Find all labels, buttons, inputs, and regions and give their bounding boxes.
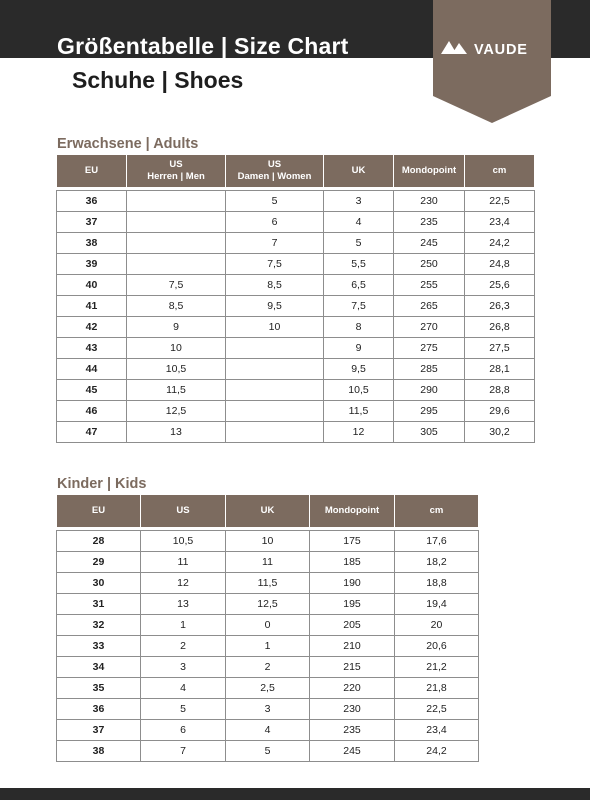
size-cell: 19,4 <box>395 594 479 615</box>
table-row <box>57 699 479 720</box>
size-cell: 8,5 <box>226 275 324 296</box>
brand-badge <box>433 0 551 123</box>
size-cell <box>226 338 324 359</box>
table-row <box>57 338 535 359</box>
mountain-icon <box>441 40 467 59</box>
size-cell <box>226 359 324 380</box>
size-cell: 9 <box>324 338 394 359</box>
eu-size-cell: 33 <box>57 636 141 657</box>
size-cell: 21,2 <box>395 657 479 678</box>
size-cell: 30,2 <box>465 422 535 443</box>
size-cell: 7 <box>226 233 324 254</box>
size-cell: 12,5 <box>127 401 226 422</box>
eu-size-cell: 30 <box>57 573 141 594</box>
size-cell: 10 <box>226 317 324 338</box>
size-cell: 4 <box>226 720 310 741</box>
eu-size-cell: 38 <box>57 233 127 254</box>
size-cell: 5 <box>141 699 226 720</box>
size-cell: 10,5 <box>324 380 394 401</box>
size-cell: 250 <box>394 254 465 275</box>
eu-size-cell: 42 <box>57 317 127 338</box>
size-cell <box>127 212 226 233</box>
size-cell: 3 <box>141 657 226 678</box>
size-cell: 295 <box>394 401 465 422</box>
size-cell: 2 <box>141 636 226 657</box>
size-cell: 3 <box>324 191 394 212</box>
size-cell: 5 <box>324 233 394 254</box>
table-row <box>57 615 479 636</box>
adults-column-header: cm <box>465 155 535 188</box>
size-cell: 4 <box>324 212 394 233</box>
vaude-logo <box>441 40 528 59</box>
table-row <box>57 422 535 443</box>
table-row <box>57 212 535 233</box>
size-cell: 275 <box>394 338 465 359</box>
size-cell: 13 <box>141 594 226 615</box>
table-row <box>57 531 479 552</box>
page-subtitle: Schuhe | Shoes <box>72 67 244 93</box>
size-cell: 20 <box>395 615 479 636</box>
table-row <box>57 233 535 254</box>
size-cell: 265 <box>394 296 465 317</box>
eu-size-cell: 45 <box>57 380 127 401</box>
size-cell: 5,5 <box>324 254 394 275</box>
size-cell: 215 <box>310 657 395 678</box>
size-cell: 18,8 <box>395 573 479 594</box>
size-cell: 255 <box>394 275 465 296</box>
eu-size-cell: 35 <box>57 678 141 699</box>
eu-size-cell: 40 <box>57 275 127 296</box>
size-cell: 4 <box>141 678 226 699</box>
bottom-bar <box>0 788 590 800</box>
size-cell: 190 <box>310 573 395 594</box>
size-cell: 24,2 <box>465 233 535 254</box>
size-cell: 11,5 <box>324 401 394 422</box>
table-row <box>57 594 479 615</box>
adults-column-header: US Damen | Women <box>226 155 324 188</box>
size-cell: 11 <box>141 552 226 573</box>
size-cell: 2,5 <box>226 678 310 699</box>
size-cell <box>127 233 226 254</box>
eu-size-cell: 43 <box>57 338 127 359</box>
size-cell: 175 <box>310 531 395 552</box>
size-cell: 195 <box>310 594 395 615</box>
size-cell: 26,3 <box>465 296 535 317</box>
size-cell: 18,2 <box>395 552 479 573</box>
table-row <box>57 741 479 762</box>
adults-column-header: EU <box>57 155 127 188</box>
table-row <box>57 317 535 338</box>
size-cell: 21,8 <box>395 678 479 699</box>
size-cell: 8 <box>324 317 394 338</box>
size-cell: 28,1 <box>465 359 535 380</box>
table-row <box>57 573 479 594</box>
eu-size-cell: 37 <box>57 212 127 233</box>
size-cell: 11,5 <box>127 380 226 401</box>
size-cell: 245 <box>310 741 395 762</box>
eu-size-cell: 38 <box>57 741 141 762</box>
size-cell: 5 <box>226 741 310 762</box>
size-cell: 230 <box>394 191 465 212</box>
size-cell: 0 <box>226 615 310 636</box>
size-cell: 6 <box>226 212 324 233</box>
table-row <box>57 275 535 296</box>
size-cell: 25,6 <box>465 275 535 296</box>
size-cell: 305 <box>394 422 465 443</box>
size-cell: 10 <box>127 338 226 359</box>
size-cell: 26,8 <box>465 317 535 338</box>
size-cell: 235 <box>394 212 465 233</box>
size-cell: 9,5 <box>226 296 324 317</box>
size-cell: 20,6 <box>395 636 479 657</box>
eu-size-cell: 34 <box>57 657 141 678</box>
size-cell: 12 <box>324 422 394 443</box>
size-cell <box>127 191 226 212</box>
eu-size-cell: 41 <box>57 296 127 317</box>
kids-column-header: Mondopoint <box>310 495 395 528</box>
adults-section-title: Erwachsene | Adults <box>57 136 199 152</box>
size-cell: 22,5 <box>465 191 535 212</box>
kids-column-header: cm <box>395 495 479 528</box>
table-row <box>57 636 479 657</box>
size-cell: 12 <box>141 573 226 594</box>
size-cell: 23,4 <box>465 212 535 233</box>
adults-column-header: Mondopoint <box>394 155 465 188</box>
size-cell: 11 <box>226 552 310 573</box>
size-cell: 10,5 <box>127 359 226 380</box>
size-cell <box>226 401 324 422</box>
size-cell: 27,5 <box>465 338 535 359</box>
size-cell: 7,5 <box>127 275 226 296</box>
table-row <box>57 359 535 380</box>
table-row <box>57 552 479 573</box>
size-cell: 22,5 <box>395 699 479 720</box>
size-cell: 9 <box>127 317 226 338</box>
table-row <box>57 296 535 317</box>
size-cell: 2 <box>226 657 310 678</box>
table-row <box>57 720 479 741</box>
size-cell <box>226 422 324 443</box>
size-cell: 11,5 <box>226 573 310 594</box>
size-cell: 6 <box>141 720 226 741</box>
eu-size-cell: 46 <box>57 401 127 422</box>
size-cell: 23,4 <box>395 720 479 741</box>
size-cell: 6,5 <box>324 275 394 296</box>
size-cell: 8,5 <box>127 296 226 317</box>
size-cell: 290 <box>394 380 465 401</box>
table-row <box>57 401 535 422</box>
size-cell: 245 <box>394 233 465 254</box>
size-cell: 24,8 <box>465 254 535 275</box>
table-row <box>57 678 479 699</box>
size-cell: 205 <box>310 615 395 636</box>
eu-size-cell: 36 <box>57 191 127 212</box>
table-row <box>57 657 479 678</box>
eu-size-cell: 39 <box>57 254 127 275</box>
kids-size-table <box>56 494 479 762</box>
kids-column-header: UK <box>226 495 310 528</box>
adults-header-row <box>57 155 535 188</box>
size-cell: 10 <box>226 531 310 552</box>
adults-column-header: US Herren | Men <box>127 155 226 188</box>
eu-size-cell: 37 <box>57 720 141 741</box>
eu-size-cell: 47 <box>57 422 127 443</box>
size-cell: 9,5 <box>324 359 394 380</box>
kids-section-title: Kinder | Kids <box>57 476 147 492</box>
size-cell: 185 <box>310 552 395 573</box>
size-cell: 28,8 <box>465 380 535 401</box>
table-row <box>57 191 535 212</box>
size-cell: 24,2 <box>395 741 479 762</box>
size-cell: 7,5 <box>226 254 324 275</box>
kids-header-row <box>57 495 479 528</box>
size-cell: 220 <box>310 678 395 699</box>
size-cell: 13 <box>127 422 226 443</box>
page-title: Größentabelle | Size Chart <box>57 33 349 59</box>
kids-column-header: US <box>141 495 226 528</box>
size-cell: 7,5 <box>324 296 394 317</box>
size-cell: 235 <box>310 720 395 741</box>
size-cell: 5 <box>226 191 324 212</box>
size-cell: 1 <box>226 636 310 657</box>
size-cell <box>127 254 226 275</box>
size-cell: 12,5 <box>226 594 310 615</box>
size-cell: 230 <box>310 699 395 720</box>
size-cell: 1 <box>141 615 226 636</box>
size-cell: 285 <box>394 359 465 380</box>
table-row <box>57 254 535 275</box>
kids-column-header: EU <box>57 495 141 528</box>
size-cell: 7 <box>141 741 226 762</box>
eu-size-cell: 36 <box>57 699 141 720</box>
eu-size-cell: 29 <box>57 552 141 573</box>
eu-size-cell: 32 <box>57 615 141 636</box>
size-cell: 210 <box>310 636 395 657</box>
size-cell: 3 <box>226 699 310 720</box>
adults-size-table <box>56 154 535 443</box>
size-cell: 10,5 <box>141 531 226 552</box>
size-cell: 29,6 <box>465 401 535 422</box>
size-cell: 17,6 <box>395 531 479 552</box>
table-row <box>57 380 535 401</box>
adults-column-header: UK <box>324 155 394 188</box>
size-cell <box>226 380 324 401</box>
eu-size-cell: 31 <box>57 594 141 615</box>
eu-size-cell: 28 <box>57 531 141 552</box>
eu-size-cell: 44 <box>57 359 127 380</box>
size-cell: 270 <box>394 317 465 338</box>
brand-name: VAUDE <box>474 41 528 58</box>
